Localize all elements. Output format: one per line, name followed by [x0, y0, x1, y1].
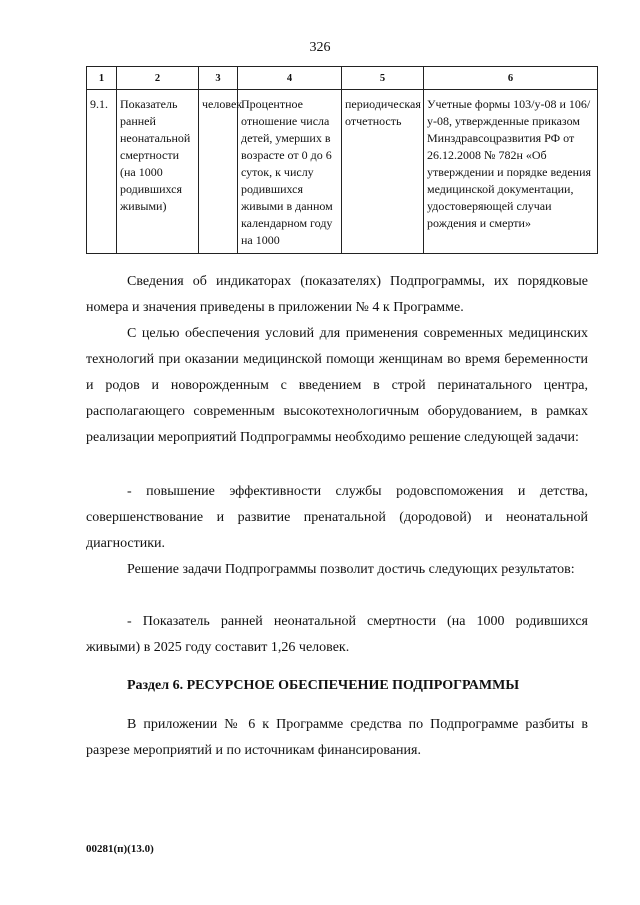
section-heading: Раздел 6. РЕСУРСНОЕ ОБЕСПЕЧЕНИЕ ПОДПРОГРАММЫ: [127, 678, 520, 693]
paragraph-result: - Показатель ранней неонатальной смертности (на 1000 родившихся живыми) в 2025 году составит 1,26 человек.: [86, 614, 588, 655]
header-col-6: 6: [424, 67, 598, 90]
header-col-5: 5: [342, 67, 424, 90]
header-col-4: 4: [238, 67, 342, 90]
table-header-row: [87, 67, 598, 90]
cell-indicator-name: Показатель ранней неонатальной смертности (на 1000 родившихся живыми): [117, 90, 199, 254]
cell-source: Учетные формы 103/у-08 и 106/у-08, утвержденные приказом Минздравсоцразвития РФ от 26.12.2008 № 782н «Об утверждении и порядке ведения медицинской документации, удостоверяющей случаи рождения и смерти»: [424, 90, 598, 254]
page-number: 326: [309, 40, 331, 55]
header-col-3: 3: [199, 67, 238, 90]
paragraph-resources: В приложении № 6 к Программе средства по Подпрограмме разбиты в разрезе мероприятий и по источникам финансирования.: [86, 717, 588, 758]
footer-code: 00281(п)(13.0): [86, 843, 154, 855]
cell-periodicity: периодическая отчетность: [342, 90, 424, 254]
header-col-1: 1: [87, 67, 117, 90]
table-row: [87, 90, 598, 254]
cell-number: 9.1.: [87, 90, 117, 254]
header-col-2: 2: [117, 67, 199, 90]
indicator-table: [86, 66, 598, 254]
cell-method: Процентное отношение числа детей, умерших в возрасте от 0 до 6 суток, к числу родившихся живыми в данном календарном году на 1000: [238, 90, 342, 254]
paragraph-results-intro: Решение задачи Подпрограммы позволит достичь следующих результатов:: [127, 562, 575, 577]
paragraph-indicators: Сведения об индикаторах (показателях) Подпрограммы, их порядковые номера и значения приведены в приложении № 4 к Программе.: [86, 274, 588, 315]
paragraph-task: - повышение эффективности службы родовспоможения и детства, совершенствование и развитие пренатальной (дородовой) и неонатальной диагностики.: [86, 484, 588, 551]
paragraph-goal: С целью обеспечения условий для применения современных медицинских технологий при оказании медицинской помощи женщинам во время беременности и родов и новорожденным с введением в строй перинатального центра, располагающего современным высокотехнологичным оборудованием, в рамках реализации мероприятий Подпрограммы необходимо решение следующей задачи:: [86, 326, 588, 445]
cell-unit: человек: [199, 90, 238, 254]
